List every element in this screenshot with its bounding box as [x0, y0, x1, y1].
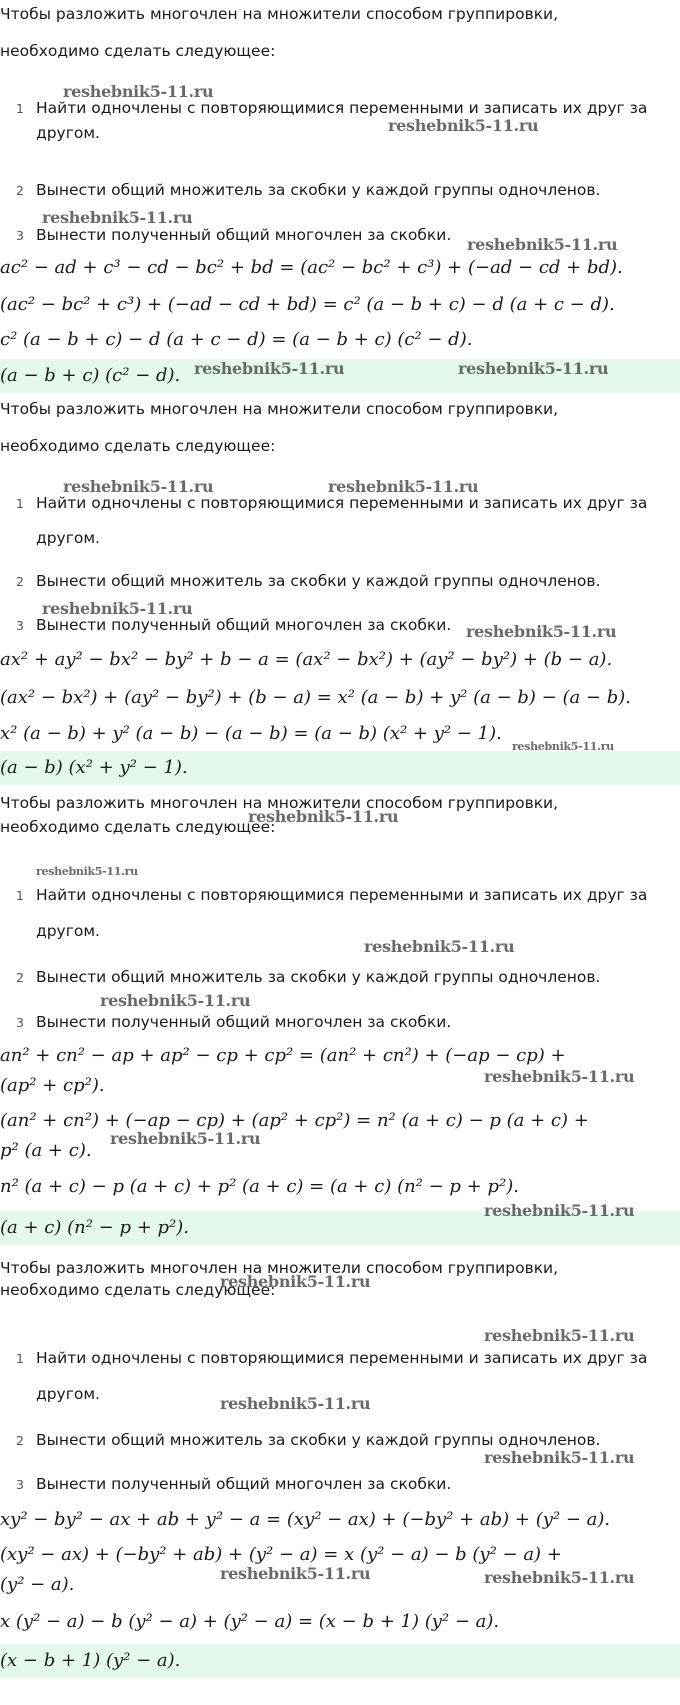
step-text: Вынести полученный общий многочлен за скобки. [36, 1475, 452, 1493]
step-text: Найти одночлены с повторяющимися переменными и записать их друг за [36, 886, 648, 904]
step-number: 2 [16, 574, 24, 589]
watermark: reshebnik5-11.ru [248, 807, 399, 826]
equation-line: ax² + ay² − bx² − by² + b − a = (ax² − bx²) + (ay² − by²) + (b − a). [0, 649, 613, 670]
equation-line: (xy² − ax) + (−by² + ab) + (y² − a) = x (y² − a) − b (y² − a) + [0, 1544, 562, 1565]
intro-line-1: Чтобы разложить многочлен на множители способом группировки, [0, 400, 559, 418]
watermark: reshebnik5-11.ru [484, 1568, 635, 1587]
step-text: Найти одночлены с повторяющимися переменными и записать их друг за [36, 99, 648, 117]
step-text: Вынести общий множитель за скобки у каждой группы одночленов. [36, 1431, 601, 1449]
watermark: reshebnik5-11.ru [42, 599, 193, 618]
watermark: reshebnik5-11.ru [388, 116, 539, 135]
watermark: reshebnik5-11.ru [364, 937, 515, 956]
step-text: Найти одночлены с повторяющимися переменными и записать их друг за [36, 494, 648, 512]
intro-line-2: необходимо сделать следующее: [0, 42, 276, 60]
answer-text: (x − b + 1) (y² − a). [0, 1650, 181, 1671]
equation-line: (ac² − bc² + c³) + (−ad − cd + bd) = c² (a − b + c) − d (a + c − d). [0, 294, 615, 315]
equation-line: x² (a − b) + y² (a − b) − (a − b) = (a − b) (x² + y² − 1). [0, 723, 502, 744]
watermark: reshebnik5-11.ru [36, 865, 138, 878]
step-number: 3 [16, 618, 24, 633]
answer-highlight [0, 751, 680, 785]
watermark: reshebnik5-11.ru [484, 1326, 635, 1345]
watermark: reshebnik5-11.ru [100, 991, 251, 1010]
equation-line: xy² − by² − ax + ab + y² − a = (xy² − ax) + (−by² + ab) + (y² − a). [0, 1509, 611, 1530]
equation-line: (y² − a). [0, 1574, 75, 1595]
watermark: reshebnik5-11.ru [110, 1129, 261, 1148]
watermark: reshebnik5-11.ru [466, 622, 617, 641]
watermark: reshebnik5-11.ru [194, 359, 345, 378]
step-text: Вынести полученный общий многочлен за скобки. [36, 616, 452, 634]
intro-line-2: необходимо сделать следующее: [0, 1281, 276, 1299]
watermark: reshebnik5-11.ru [220, 1272, 371, 1291]
answer-text: (a − b + c) (c² − d). [0, 365, 181, 386]
equation-line: (ap² + cp²). [0, 1075, 105, 1096]
answer-text: (a + c) (n² − p + p²). [0, 1217, 189, 1238]
step-number: 1 [16, 1351, 24, 1366]
step-number: 2 [16, 183, 24, 198]
step-number: 3 [16, 1477, 24, 1492]
watermark: reshebnik5-11.ru [458, 359, 609, 378]
step-number: 1 [16, 888, 24, 903]
watermark: reshebnik5-11.ru [42, 208, 193, 227]
step-number: 1 [16, 101, 24, 116]
watermark: reshebnik5-11.ru [512, 740, 614, 753]
equation-line: (ax² − bx²) + (ay² − by²) + (b − a) = x² (a − b) + y² (a − b) − (a − b). [0, 687, 631, 708]
step-text: Вынести общий множитель за скобки у каждой группы одночленов. [36, 572, 601, 590]
watermark: reshebnik5-11.ru [220, 1564, 371, 1583]
equation-line: c² (a − b + c) − d (a + c − d) = (a − b + c) (c² − d). [0, 329, 473, 350]
step-text: Вынести полученный общий многочлен за скобки. [36, 1013, 452, 1031]
watermark: reshebnik5-11.ru [63, 477, 214, 496]
equation-line: n² (a + c) − p (a + c) + p² (a + c) = (a + c) (n² − p + p²). [0, 1176, 519, 1197]
intro-line-2: необходимо сделать следующее: [0, 818, 276, 836]
step-text-continued: другом. [36, 124, 100, 142]
intro-line-1: Чтобы разложить многочлен на множители способом группировки, [0, 5, 559, 23]
equation-line: an² + cn² − ap + ap² − cp + cp² = (an² + cn²) + (−ap − cp) + [0, 1045, 566, 1066]
watermark: reshebnik5-11.ru [220, 1394, 371, 1413]
watermark: reshebnik5-11.ru [467, 235, 618, 254]
step-text: Вынести общий множитель за скобки у каждой группы одночленов. [36, 181, 601, 199]
watermark: reshebnik5-11.ru [63, 82, 214, 101]
watermark: reshebnik5-11.ru [484, 1201, 635, 1220]
step-number: 2 [16, 970, 24, 985]
answer-highlight [0, 1644, 680, 1678]
step-number: 3 [16, 228, 24, 243]
watermark: reshebnik5-11.ru [484, 1448, 635, 1467]
intro-line-2: необходимо сделать следующее: [0, 437, 276, 455]
equation-line: x (y² − a) − b (y² − a) + (y² − a) = (x − b + 1) (y² − a). [0, 1611, 500, 1632]
equation-line: p² (a + c). [0, 1140, 92, 1161]
answer-text: (a − b) (x² + y² − 1). [0, 757, 188, 778]
equation-line: (an² + cn²) + (−ap − cp) + (ap² + cp²) = n² (a + c) − p (a + c) + [0, 1110, 589, 1131]
step-number: 3 [16, 1015, 24, 1030]
equation-line: ac² − ad + c³ − cd − bc² + bd = (ac² − bc² + c³) + (−ad − cd + bd). [0, 257, 623, 278]
step-text-continued: другом. [36, 1385, 100, 1403]
step-text-continued: другом. [36, 529, 100, 547]
step-text-continued: другом. [36, 922, 100, 940]
step-number: 2 [16, 1433, 24, 1448]
step-text: Вынести общий множитель за скобки у каждой группы одночленов. [36, 968, 601, 986]
intro-line-1: Чтобы разложить многочлен на множители способом группировки, [0, 794, 559, 812]
intro-line-1: Чтобы разложить многочлен на множители способом группировки, [0, 1259, 559, 1277]
step-text: Вынести полученный общий многочлен за скобки. [36, 226, 452, 244]
watermark: reshebnik5-11.ru [484, 1067, 635, 1086]
step-number: 1 [16, 496, 24, 511]
step-text: Найти одночлены с повторяющимися переменными и записать их друг за [36, 1349, 648, 1367]
watermark: reshebnik5-11.ru [328, 477, 479, 496]
